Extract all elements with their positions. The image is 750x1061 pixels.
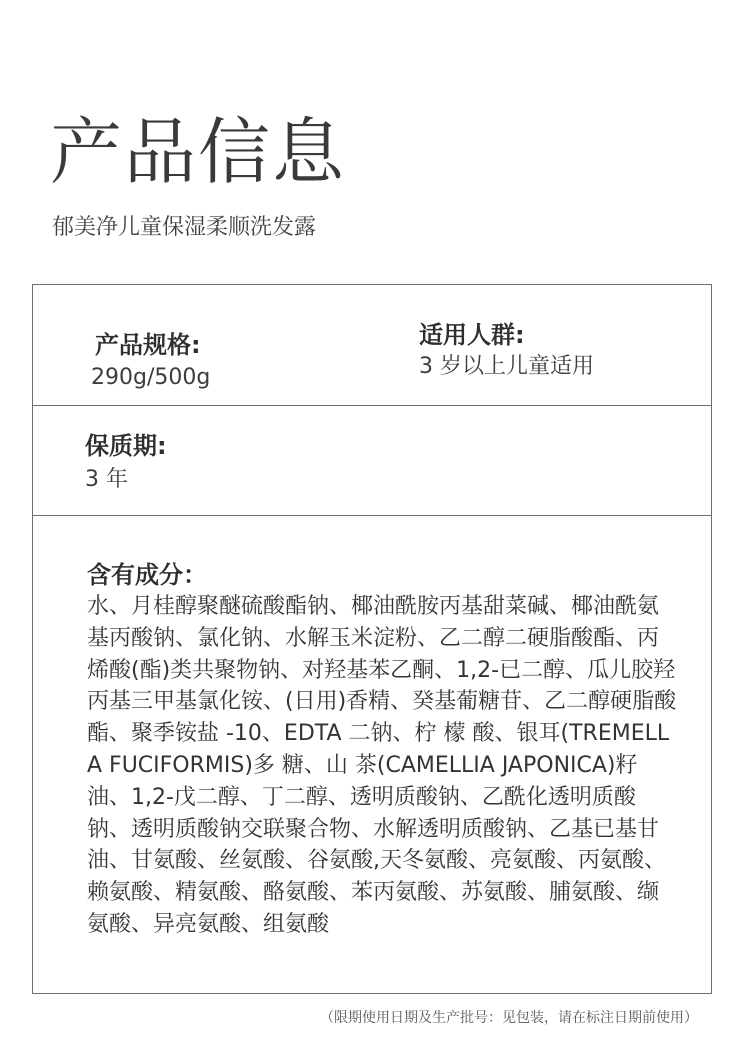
ingredients-text: 水、月桂醇聚醚硫酸酯钠、椰油酰胺丙基甜菜碱、椰油酰氨基丙酸钠、氯化钠、水解玉米淀粉、乙二醇二硬脂酸酯、丙烯酸(酯)类共聚物钠、对羟基苯乙酮、1,2-已二醇、瓜儿胶羟丙基三甲基氯化铵、(日用)香精、癸基葡糖苷、乙二醇硬脂酸酯、聚季铵盐 -10、EDTA 二钠、柠 檬 酸、银耳(TREMELLA FUCIFORMIS)多 糖、山 茶(CAMELLIA JAPONICA)籽油、1,2-戊二醇、丁二醇、透明质酸钠、乙酰化透明质酸钠、透明质酸钠交联聚合物、水解透明质酸钠、乙基已基甘油、甘氨酸、丝氨酸、谷氨酸,天冬氨酸、亮氨酸、丙氨酸、赖氨酸、精氨酸、酪氨酸、苯丙氨酸、苏氨酸、脯氨酸、缬氨酸、异亮氨酸、组氨酸 [87, 594, 677, 937]
ingredients-label: 含有成分： [87, 561, 207, 589]
shelf-life-label: 保质期: [85, 432, 167, 460]
product-info-table [32, 284, 712, 994]
audience-label: 适用人群: [419, 321, 525, 349]
row-divider [33, 405, 711, 406]
page-title: 产品信息 [50, 110, 347, 194]
spec-label: 产品规格: [95, 331, 201, 359]
shelf-life-value: 3 年 [85, 467, 128, 492]
product-name: 郁美净儿童保湿柔顺洗发露 [52, 215, 317, 240]
spec-value: 290g/500g [91, 365, 211, 390]
audience-value: 3 岁以上儿童适用 [419, 354, 594, 379]
footnote: （限期使用日期及生产批号：见包装，请在标注日期前使用） [320, 1010, 698, 1026]
row-divider [33, 515, 711, 516]
